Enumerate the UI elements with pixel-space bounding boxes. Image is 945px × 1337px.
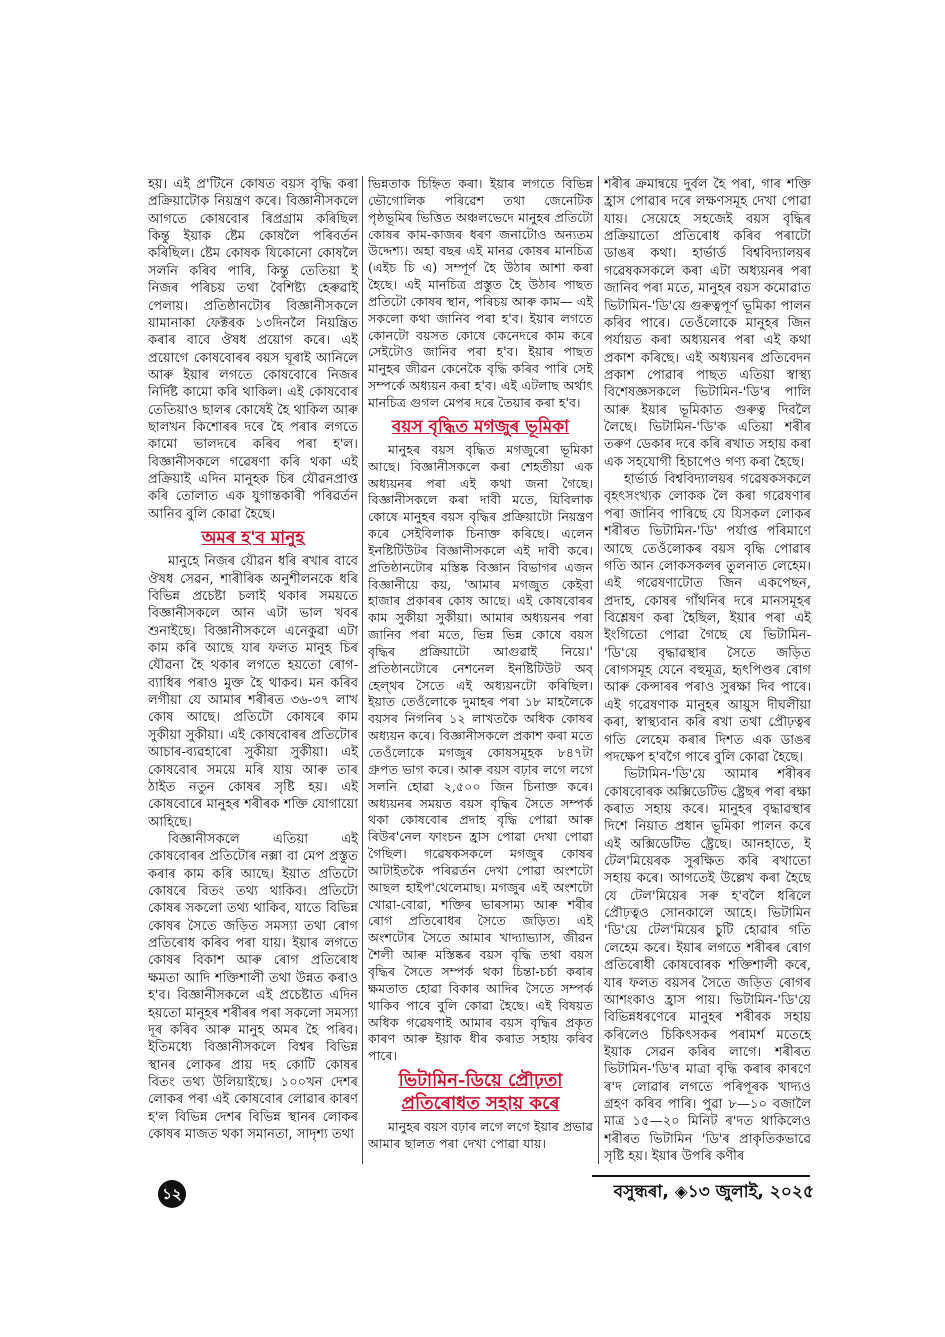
column-divider bbox=[362, 176, 363, 1164]
paragraph: বিজ্ঞানীসকলে এতিয়া এই কোষবোৰৰ প্ৰতিটোৰ নক্সা বা মেপ প্ৰস্তুত কৰাৰ কাম কৰি আছে। ইয়াত প্ৰতিটো কোষৰে বিতং তথ্য থাকিব। প্ৰতিটো কোষৰ সকলো তথ্য থাকিব, যাতে বিভিন্ন কোষৰ সৈতে জড়িত সমস্যা তথা ৰোগ প্ৰতিৰোধ কৰিব পৰা যায়। ইয়াৰ লগতে কোষৰ বিকাশ আৰু ৰোগ প্ৰতিৰোধ ক্ষমতা আদি শক্তিশালী তথা উন্নত কৰাও হ'ব। বিজ্ঞানীসকলে এই প্ৰচেষ্টাত এদিন হয়তো মানুহৰ শৰীৰৰ পৰা সকলো সমস্যা দূৰ কৰিব আৰু মানুহ অমৰ হৈ পৰিব। ইতিমধ্যে বিজ্ঞানীসকলে বিশ্বৰ বিভিন্ন স্থানৰ লোকৰ প্ৰায় দহ কোটি কোষৰ বিতং তথ্য উলিয়াইছে। ১০০খন দেশৰ লোকৰ পৰা এই কোষবোৰ লোৱাৰ কাৰণ হ'ল বিভিন্ন দেশৰ বিভিন্ন স্থানৰ লোকৰ কোষৰ মাজত থকা সমানতা, সাদৃশ্য তথা bbox=[148, 831, 358, 1143]
paragraph: ভিন্নতাক চিহ্নিত কৰা। ইয়াৰ লগতে বিভিন্ন ভৌগোলিক পৰিৱেশ তথা জেনেটিক পৃষ্ঠভূমিৰ ভিত্তিত অঞ্চলভেদে মানুহৰ প্ৰতিটো কোষৰ কাম-কাজৰ ধৰণ জনাটোও অন্যতম উদ্দেশ্য। অহা বছৰ এই মানৱ কোষৰ মানচিত্ৰ (এইচ চি এ) সম্পূৰ্ণ হৈ উঠাৰ আশা কৰা হৈছে। এই মানচিত্ৰ প্ৰস্তুত হৈ উঠাৰ পাছত প্ৰতিটো কোষৰ স্থান, পৰিচয় আৰু কাম— এই সকলো কথা জানিব পৰা হ'ব। ইয়াৰ লগতে কোনটো বয়সত কোষে কেনেদৰে কাম কৰে সেইটোও জানিব পৰা হ'ব। ইয়াৰ পাছত মানুহৰ জীৱন কেনেকৈ বৃদ্ধি কৰিব পাৰি সেই সম্পৰ্কে অধ্যয়ন কৰা হ'ব। এই এটলাছ অৰ্থাৎ মানচিত্ৰ গুগল মেপৰ দৰে তৈয়াৰ কৰা হ'ব। bbox=[368, 176, 593, 410]
footer-rule bbox=[592, 1175, 810, 1177]
section-heading: বয়স বৃদ্ধিত মগজুৰ ভূমিকা bbox=[391, 416, 570, 437]
column-divider bbox=[598, 176, 599, 1164]
paragraph: মানুহৰ বয়স বঢ়াৰ লগে লগে ইয়াৰ প্ৰভাৱ আমাৰ ছালত পৰা দেখা পোৱা যায়। bbox=[368, 1119, 593, 1151]
paragraph: হাৰ্ভাৰ্ড বিশ্ববিদ্যালয়ৰ গৱেষকসকলে বৃহৎসংখ্যক লোকক লৈ কৰা গৱেষণাৰ পৰা জানিব পাৰিছে যে যিসকল লোকৰ শৰীৰত ভিটামিন-'ডি' পৰ্যাপ্ত পৰিমাণে আছে তেওঁলোকৰ বয়স বৃদ্ধি পোৱাৰ গতি আন লোকসকলৰ তুলনাত লেহেম। এই গৱেষণাটোত জিন একপেছন, প্ৰদাহ, কোষৰ গাঁথনিৰ দৰে মানসমূহৰ বিশ্লেষণ কৰা হৈছিল, ইয়াৰ পৰা এই ইংগিতো পোৱা গৈছে যে ভিটামিন-'ডি'য়ে বৃদ্ধাৱস্থাৰ সৈতে জড়িত ৰোগসমূহ যেনে বহুমূত্ৰ, হৃৎপিণ্ডৰ ৰোগ আৰু কেন্সাৰৰ পৰাও সুৰক্ষা দিব পাৰে। এই গৱেষণাক মানুহৰ আয়ুস দীঘলীয়া কৰা, স্বাস্থ্যবান কৰি ৰখা তথা প্ৰৌঢ়ত্বৰ গতি লেহেম কৰাৰ দিশত এক ডাঙৰ পদক্ষেপ হ'বগৈ পাৰে বুলি কোৱা হৈছে। bbox=[604, 472, 811, 765]
paragraph: ভিটামিন-'ডি'য়ে আমাৰ শৰীৰৰ কোষবোৰক অক্সিডেটিভ ষ্ট্ৰেছৰ পৰা ৰক্ষা কৰাত সহায় কৰে। মানুহৰ বৃদ্ধাৱস্থাৰ দিশে নিয়াত প্ৰধান ভূমিকা পালন কৰে এই অক্সিডেটিভ ষ্ট্ৰেছে। আনহাতে, ই টেল'মিয়েৰক সুৰক্ষিত কৰি ৰখাতো সহায় কৰে। আগতেই উল্লেখ কৰা হৈছে যে টেল'মিয়েৰ সৰু হ'বলৈ ধৰিলে প্ৰৌঢ়ত্বও সোনকালে আহে। ভিটামিন 'ডি'য়ে টেল'মিয়েৰ চুটি হোৱাৰ গতি লেহেম কৰে। ইয়াৰ লগতে শৰীৰৰ ৰোগ প্ৰতিৰোধী কোষবোৰক শক্তিশালী কৰে, যাৰ ফলত বয়সৰ সৈতে জড়িত ৰোগৰ আশংকাও হ্ৰাস পায়। ভিটামিন-'ডি'য়ে বিভিন্নধৰণেৰে মানুহৰ শৰীৰক সহায় কৰিলেও চিকিৎসকৰ পৰামৰ্শ মতেহে ইয়াক সেৱন কৰিব লাগে। শৰীৰত ভিটামিন-'ডি'ৰ মাত্ৰা বৃদ্ধি কৰাৰ কাৰণে ৰ'দ লোৱাৰ লগতে পৰিপূৰক খাদ্যও গ্ৰহণ কৰিব পাৰি। পুৱা ৮—১০ বজালৈ মাত্ৰ ১৫—২০ মিনিট ৰ'দত থাকিলেও শৰীৰত ভিটামিন 'ডি'ৰ প্ৰাকৃতিকভাৱে সৃষ্টি হয়। ইয়াৰ উপৰি কণীৰ bbox=[604, 767, 811, 1164]
section-heading-line: প্ৰতিৰোধত সহায় কৰে bbox=[401, 1093, 560, 1115]
publication-footer: বসুন্ধৰা, ◈১৩ জুলাই, ২০২৫ bbox=[613, 1182, 814, 1202]
paragraph: হয়। এই প্ৰ'টিনে কোষত বয়স বৃদ্ধি কৰা প্ৰক্ৰিয়াটোক নিয়ন্ত্ৰণ কৰে। বিজ্ঞানীসকলে আগতে কোষবোৰ ৰিপ্ৰগ্ৰাম কৰিছিল কিন্তু ইয়াক ষ্টেম কোষলৈ পৰিবৰ্তন কৰিছিল। ষ্টেম কোষক যিকোনো কোষলৈ সলনি কৰিব পাৰি, কিন্তু তেতিয়া ই নিজৰ পৰিচয় তথা বৈশিষ্ট্য হেৰুৱাই পেলায়। প্ৰতিষ্ঠানটোৰ বিজ্ঞানীসকলে য়ামানাকা ফেক্টৰক ১৩দিনলৈ নিয়ন্ত্ৰিত কৰাৰ বাবে ঔষধ প্ৰয়োগ কৰে। এই প্ৰয়োগে কোষবোৰৰ বয়স ঘূৰাই আনিলে আৰু ইয়াৰ লগতে কোষবোৰে নিজৰ নিৰ্দিষ্ট কামো কৰি থাকিল। এই কোষবোৰ তেতিয়াও ছালৰ কোষেই হৈ থাকিল আৰু ছালখন কিশোৰৰ দৰে হৈ পৰাৰ লগতে কামো ভালদৰে কৰিব পৰা হ'ল। বিজ্ঞানীসকলে গৱেষণা কৰি থকা এই প্ৰক্ৰিয়াই এদিন মানুহক চিৰ যৌৱনপ্ৰাপ্ত কৰি তোলাত এক যুগান্তকাৰী পৰিৱৰ্তন আনিব বুলি কোৱা হৈছে। bbox=[148, 177, 358, 522]
section-heading: অমৰ হ'ব মানুহ bbox=[201, 528, 305, 549]
article-column-2 bbox=[368, 176, 593, 1164]
article-column-3 bbox=[604, 176, 811, 1164]
paragraph: মানুহৰ বয়স বৃদ্ধিত মগজুৰো ভূমিকা আছে। বিজ্ঞানীসকলে কৰা শেহতীয়া এক অধ্যয়নৰ পৰা এই কথা জনা গৈছে। বিজ্ঞানীসকলে কৰা দাবী মতে, যিবিলাক কোষে মানুহৰ বয়স বৃদ্ধিৰ প্ৰক্ৰিয়াটো নিয়ন্ত্ৰণ কৰে সেইবিলাক চিনাক্ত কৰিছে। এলেন ইনষ্টিটিউটৰ বিজ্ঞানীসকলে এই দাবী কৰে। প্ৰতিষ্ঠানটোৰ মস্তিষ্ক বিজ্ঞান বিভাগৰ এজন বিজ্ঞানীয়ে কয়, 'আমাৰ মগজুত কেইবা হাজাৰ প্ৰকাৰৰ কোষ আছে। এই কোষবোৰৰ কাম সুকীয়া সুকীয়া। আমাৰ অধ্যয়নৰ পৰা জানিব পৰা মতে, ভিন্ন ভিন্ন কোষে বয়স বৃদ্ধিৰ প্ৰক্ৰিয়াটো আগুৱাই নিয়ে।' প্ৰতিষ্ঠানটোৰে নেশনেল ইনষ্টিটিউট অব্ হেল্থৰ সৈতে এই অধ্যয়নটো কৰিছিল। ইয়াত তেওঁলোকে দুমাহৰ পৰা ১৮ মাহলৈকে বয়সৰ নিগনিৰ ১২ লাখতকৈ অধিক কোষৰ অধ্যয়ন কৰে। বিজ্ঞানীসকলে প্ৰকাশ কৰা মতে তেওঁলোকে মগজুৰ কোষসমূহক ৮৪৭টা গ্ৰুপত ভাগ কৰে। আৰু বয়স বঢ়াৰ লগে লগে সলনি হোৱা ২,৫০০ জিন চিনাক্ত কৰে। অধ্যয়নৰ সময়ত বয়স বৃদ্ধিৰ সৈতে সম্পৰ্ক থকা কোষবোৰ প্ৰদাহ বৃদ্ধি পোৱা আৰু ৰিউৰ'নেল ফাংচন হ্ৰাস পোৱা দেখা পোৱা গৈছিল। গৱেষকসকলে মগজুৰ কোষৰ আটাইতকৈ পৰিৱৰ্তন দেখা পোৱা অংশটো আছল হাইপ'থেলেমাছ। মগজুৰ এই অংশটো খোৱা-বোৱা, শক্তিৰ ভাৰসাম্য আৰু শৰীৰ ৰোগ প্ৰতিৰোধৰ সৈতে জড়িত। এই অংশটোৰ সৈতে আমাৰ খাদ্যাভ্যাস, জীৱন শৈলী আৰু মস্তিষ্কৰ বয়স বৃদ্ধি তথা বয়স বৃদ্ধিৰ সৈতে সম্পৰ্ক থকা চিন্তা-চৰ্চা কৰাৰ ক্ষমতাত হোৱা বিকাৰ আদিৰ সৈতে সম্পৰ্ক থাকিব পাৰে বুলি কোৱা হৈছে। এই বিষয়ত অধিক গৱেষণাই আমাৰ বয়স বৃদ্ধিৰ প্ৰকৃত কাৰণ আৰু ইয়াক ধীৰ কৰাত সহায় কৰিব পাৰে। bbox=[368, 441, 593, 1064]
section-heading-vitamin-d bbox=[368, 1069, 593, 1115]
paragraph: শৰীৰ ক্ৰমান্বয়ে দুৰ্বল হৈ পৰা, গাৰ শক্তি হ্ৰাস পোৱাৰ দৰে লক্ষণসমূহ দেখা পোৱা যায়। সেয়েহে সহজেই বয়স বৃদ্ধিৰ প্ৰক্ৰিয়াতো প্ৰতিৰোধ কৰিব পৰাটো ডাঙৰ কথা। হাৰ্ভাৰ্ড বিশ্ববিদ্যালয়ৰ গৱেষকসকলে কৰা এটা অধ্যয়নৰ পৰা জানিব পৰা মতে, মানুহৰ বয়স কমোৱাত ভিটামিন-'ডি'য়ে গুৰুত্বপূৰ্ণ ভূমিকা পালন কৰিব পাৰে। তেওঁলোকে মানুহৰ জিন পৰ্যায়ত কৰা অধ্যয়নৰ পৰা এই কথা প্ৰকাশ কৰিছে। এই অধ্যয়নৰ প্ৰতিবেদন প্ৰকাশ পোৱাৰ পাছত এতিয়া স্বাস্থ্য বিশেষজ্ঞসকলে ভিটামিন-'ডি'ৰ পালি আৰু ইয়াৰ ভূমিকাত গুৰুত্ব দিবলৈ লৈছে। ভিটামিন-'ডি'ক এতিয়া শৰীৰ তৰুণ ডেকাৰ দৰে কৰি ৰখাত সহায় কৰা এক সহযোগী হিচাপেও গণ্য কৰা হৈছে। bbox=[604, 177, 811, 470]
paragraph: মানুহে নিজৰ যৌৱন ধৰি ৰখাৰ বাবে ঔষধ সেৱন, শাৰীৰিক অনুশীলনকে ধৰি বিভিন্ন প্ৰচেষ্টা চলাই থকাৰ সময়তে বিজ্ঞানীসকলে আন এটা ভাল খবৰ শুনাইছে। বিজ্ঞানীসকলে এনেকুৱা এটা কাম কৰি আছে যাৰ ফলত মানুহ চিৰ যৌৱনা হৈ থকাৰ লগতে হয়তো ৰোগ-ব্যাধিৰ পৰাও মুক্ত হৈ থাকব। মন কৰিব লগীয়া যে আমাৰ শৰীৰত ৩৬-৩৭ লাখ কোষ আছে। প্ৰতিটো কোষৰে কাম সুকীয়া সুকীয়া। এই কোষবোৰৰ প্ৰতিটোৰ আচাৰ-ব্যৱহাৰো সুকীয়া সুকীয়া। এই কোষবোৰ সময়ে মৰি যায় আৰু তাৰ ঠাইত নতুন কোষৰ সৃষ্টি হয়। এই কোষবোৰে মানুহৰ শৰীৰক শক্তি যোগায়ো আহিছে। bbox=[148, 554, 358, 830]
article-column-1 bbox=[148, 176, 358, 1164]
section-heading-line: ভিটামিন-ডিয়ে প্ৰৌঢ়তা bbox=[398, 1070, 563, 1092]
page-number: ১২ bbox=[158, 1180, 186, 1208]
